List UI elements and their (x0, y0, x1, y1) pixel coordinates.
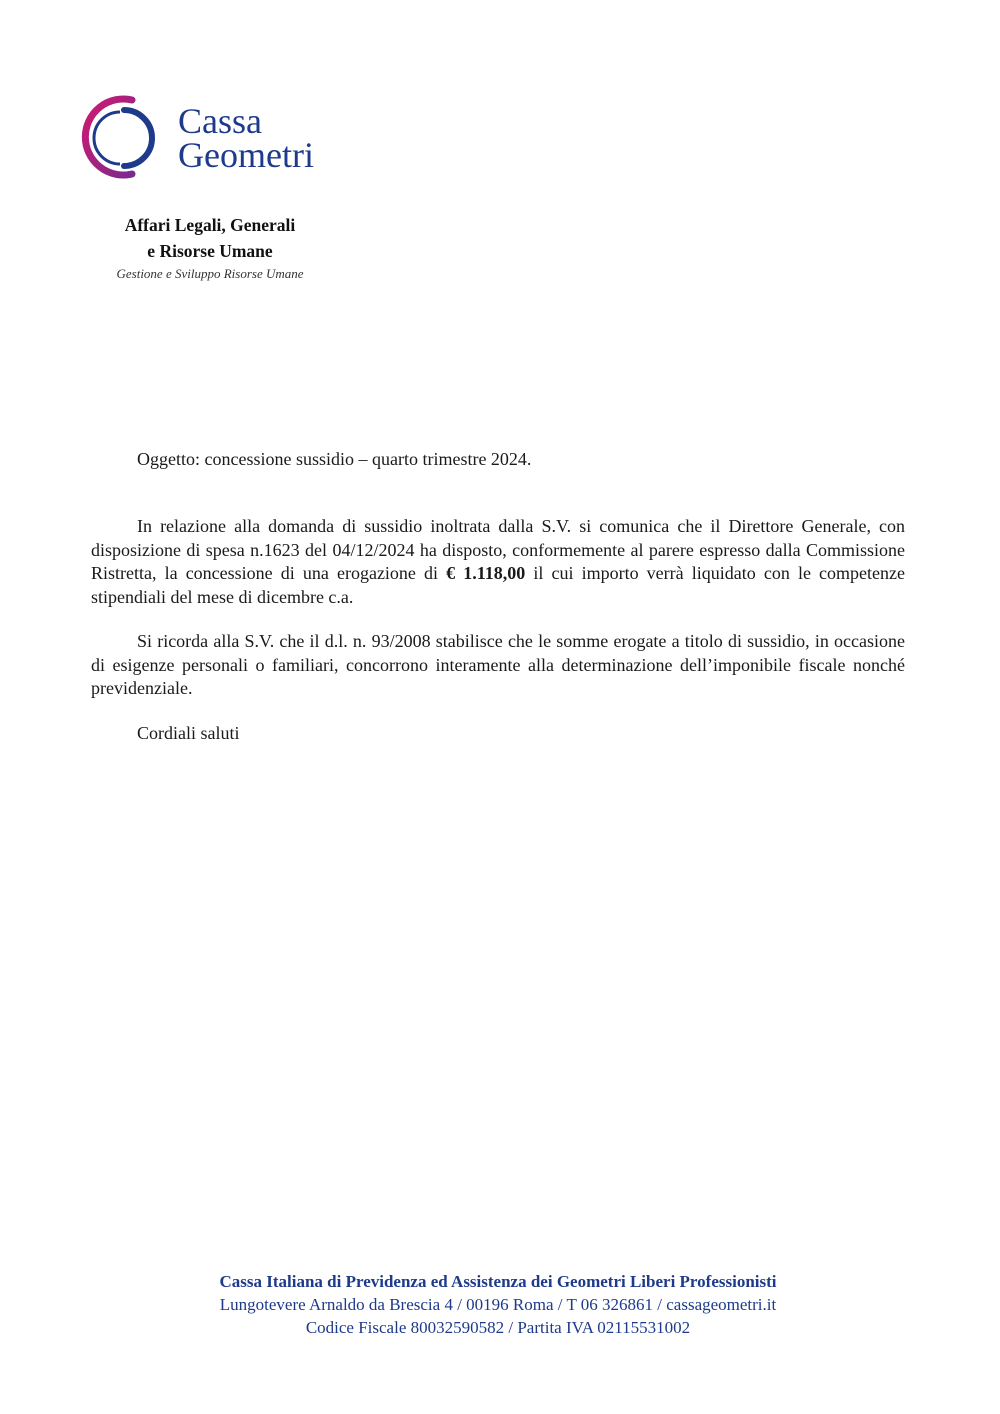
letter-body (91, 515, 905, 766)
department-line-2: e Risorse Umane (147, 241, 273, 261)
amount: € 1.118,00 (446, 563, 526, 583)
logo-line-2: Geometri (178, 135, 314, 175)
logo-rings-icon (80, 94, 170, 180)
paragraph-1 (91, 515, 905, 609)
letter-subject: Oggetto: concessione sussidio – quarto trimestre 2024. (137, 449, 532, 469)
department-line-1: Affari Legali, Generali (124, 215, 296, 235)
paragraph-1-text-b: il cui importo verrà liquidato con le competenze stipendiali del mese di dicembre c.a. (91, 563, 905, 607)
logo-wordmark (178, 101, 314, 175)
paragraph-1-text-a: In relazione alla domanda di sussidio inoltrata dalla S.V. si comunica che il Direttore Generale, con disposizione di spesa n.1623 del 04/12/2024 ha disposto, conformemente al parere espresso dalla Commissione Ristretta, la concessione di una erogazione di (91, 516, 905, 583)
footer-tax-ids: Codice Fiscale 80032590582 / Partita IVA 02115531002 (305, 1318, 691, 1337)
department-block (100, 212, 320, 284)
department-subunit: Gestione e Sviluppo Risorse Umane (116, 266, 304, 281)
footer-address: Lungotevere Arnaldo da Brescia 4 / 00196 Roma / T 06 326861 / cassageometri.it (219, 1295, 777, 1314)
greeting: Cordiali saluti (137, 722, 240, 743)
footer-org-name: Cassa Italiana di Previdenza ed Assistenza dei Geometri Liberi Professionisti (219, 1272, 777, 1291)
footer (100, 1270, 896, 1339)
logo-line-1: Cassa (178, 101, 262, 141)
cassa-geometri-logo (80, 94, 360, 180)
paragraph-2: Si ricorda alla S.V. che il d.l. n. 93/2008 stabilisce che le somme erogate a titolo di sussidio, in occasione di esigenze personali o familiari, concorrono interamente alla determinazione dell’imponibile fiscale nonché previdenziale. (91, 631, 905, 698)
